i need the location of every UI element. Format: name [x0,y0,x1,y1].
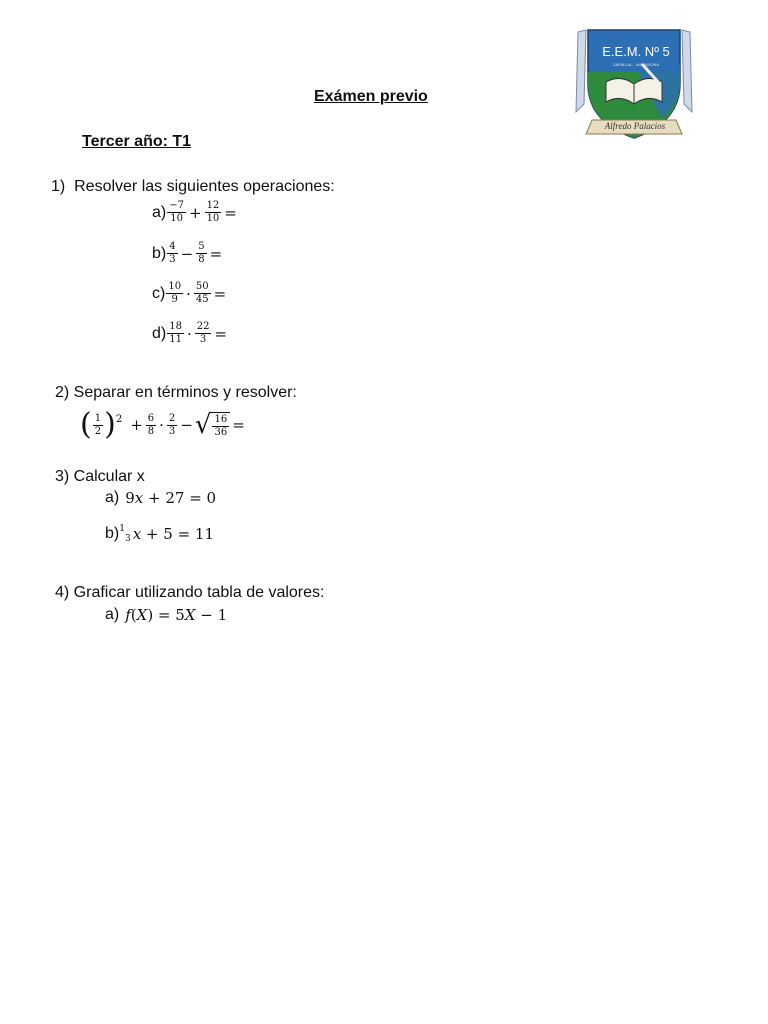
q1-item-a [152,200,239,225]
q1-item-b [152,241,224,266]
operator: − [180,416,193,434]
fraction: $\frac{2}{3}$ [168,412,176,437]
q3-b-label: b) [105,525,120,542]
crest-subtitle: ZAPALLAL - MARADONA [612,62,659,67]
grade-heading: Tercer año: T1 [82,133,192,150]
operator: − [180,244,194,263]
operator: + [188,203,202,222]
q1-item-c [152,281,228,306]
equals-sign: = [214,324,228,343]
q3-item-b [105,525,214,543]
square-root [195,412,230,439]
question-1-text: Resolver las siguientes operaciones: [74,178,335,195]
q1-a-label: a) [152,203,167,221]
fraction: $\frac{18}{11}$ [169,321,182,345]
q3-b-numerator: 1 [119,524,125,534]
question-1-number: 1) [51,178,66,195]
exponent: 2 [115,413,123,425]
operator: · [186,284,191,303]
q1-b-label: b) [152,244,167,262]
page-title: Exámen previo [314,88,428,105]
q4-item-a [105,606,227,624]
q4-a-function: 𝑓(𝑋) = 5𝑋 − 1 [125,606,228,624]
fraction: $\frac{6}{8}$ [147,412,155,437]
operator: + [130,416,143,434]
fraction: $\frac{5}{8}$ [198,241,205,265]
fraction: $\frac{-7}{10}$ [169,200,184,224]
q1-item-d [152,321,229,346]
question-2-heading: 2) Separar en términos y resolver: [55,384,297,401]
q2-expression [80,407,247,442]
fraction: $\frac{12}{10}$ [206,200,220,224]
fraction: $\frac{16}{36}$ [214,413,228,438]
fraction: $\frac{50}{45}$ [195,281,209,305]
question-3-heading: 3) Calcular x [55,468,145,485]
equals-sign: = [224,203,237,222]
q3-a-equation: 9𝑥 + 27 = 0 [125,489,217,507]
paren-open: ( [80,407,92,442]
paren-close: ) [104,407,116,442]
q1-c-label: c) [152,284,166,302]
equals-sign: = [209,244,223,263]
equals-sign: = [213,284,227,303]
question-4-heading: 4) Graficar utilizando tabla de valores: [55,584,325,601]
q3-item-a [105,489,216,507]
q1-d-label: d) [152,324,167,342]
school-crest-logo [572,24,696,146]
operator: · [186,324,192,343]
crest-school-name: E.E.M. Nº 5 [602,44,670,59]
crest-ribbon-text: Alfredo Palacios [604,121,666,131]
fraction: $\frac{22}{3}$ [196,321,210,345]
radical-icon: √ [194,410,212,440]
equals-sign: = [232,416,245,434]
fraction: $\frac{10}{9}$ [168,281,182,305]
q3-a-label: a) [105,489,120,506]
q3-b-equation: 𝑥 + 5 = 11 [132,525,215,543]
operator: · [159,416,164,434]
q4-a-label: a) [105,606,120,623]
fraction: $\frac{1}{2}$ [94,412,102,437]
fraction: $\frac{4}{3}$ [169,241,176,265]
question-1-heading [51,178,335,196]
q3-b-denominator: 3 [124,534,131,544]
